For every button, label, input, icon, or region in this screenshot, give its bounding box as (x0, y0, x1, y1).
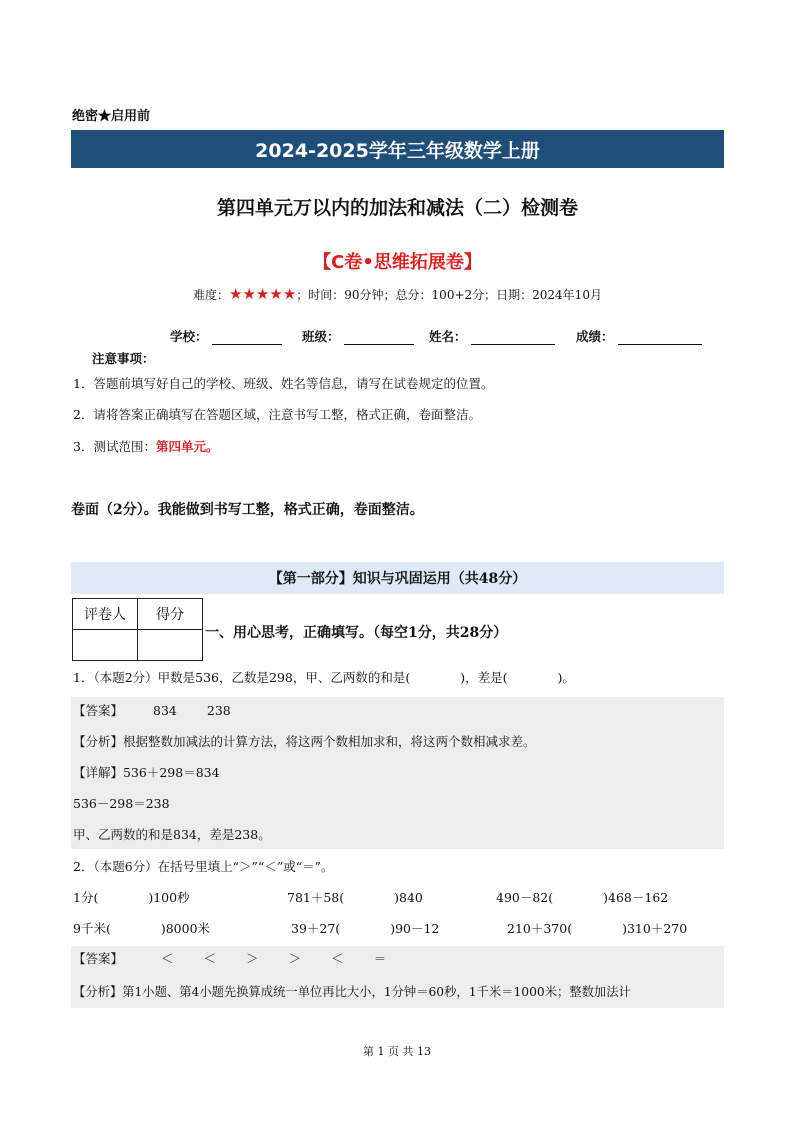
q2-row-2-item-2: 39＋27( )90－12 (291, 921, 440, 936)
name-blank[interactable] (471, 330, 555, 345)
question-1: 1．（本题2分）甲数是536，乙数是298，甲、乙两数的和是( )，差是( )。 (73, 670, 575, 685)
exam-subtitle: 【C卷•思维拓展卷】 (313, 252, 482, 273)
q1-analysis: 【分析】根据整数加减法的计算方法，将这两个数相加求和，将这两个数相减求差。 (73, 734, 536, 749)
q2-answer-2: ＜ (203, 951, 217, 966)
confidential-mark: 绝密★启用前 (72, 109, 151, 124)
class-field[interactable] (302, 327, 429, 345)
exam-meta (71, 285, 724, 303)
answer-label: 【答案】 (73, 703, 124, 718)
difficulty-stars-icon: ★★★★★ (229, 285, 297, 303)
question-2: 2．（本题6分）在括号里填上“＞”“＜”或“＝”。 (73, 859, 334, 874)
q2-answer-1: ＜ (161, 951, 174, 966)
notice-item-1: 1．答题前填写好自己的学校、班级、姓名等信息，请写在试卷规定的位置。 (73, 376, 494, 391)
notice-item-2: 2．请将答案正确填写在答题区域，注意书写工整，格式正确，卷面整洁。 (73, 407, 481, 422)
exam-meta-details: ；时间：90分钟；总分：100+2分；日期：2024年10月 (296, 288, 602, 302)
name-label: 姓名： (429, 329, 467, 344)
q1-answer (73, 701, 231, 719)
exam-title: 第四单元万以内的加法和减法（二）检测卷 (216, 197, 578, 219)
q2-row-1-item-1: 1分( )100秒 (73, 890, 190, 905)
score-table (72, 598, 203, 661)
name-field[interactable] (429, 327, 576, 345)
score-field[interactable] (576, 327, 702, 345)
q2-row-2-item-3: 210＋370( )310＋270 (507, 921, 688, 936)
q1-answer-2: 238 (206, 703, 231, 718)
q2-answer-4: ＞ (288, 951, 302, 966)
answer-label: 【答案】 (73, 951, 124, 966)
school-label: 学校： (170, 329, 208, 344)
q2-answer-6: ＝ (373, 951, 387, 966)
grader-header: 评卷人 (73, 599, 138, 630)
class-label: 班级： (302, 329, 340, 344)
notice-item-3 (73, 437, 218, 455)
page-footer: 第 1 页 共 13 (363, 1045, 431, 1058)
score-header: 得分 (138, 599, 203, 630)
section1-title: 一、用心思考，正确填写。（每空1分，共28分） (205, 625, 508, 641)
q1-detail: 【详解】536＋298＝834 (73, 765, 220, 780)
q2-answer-5: ＜ (331, 951, 344, 966)
student-info-row (170, 327, 730, 345)
grader-cell[interactable] (73, 630, 138, 661)
notice-title: 注意事项： (92, 351, 155, 366)
score-cell[interactable] (138, 630, 203, 661)
q2-analysis: 【分析】第1小题、第4小题先换算成统一单位再比大小，1分钟＝60秒，1千米＝1000米；整数加法计 (73, 985, 631, 999)
q1-conclusion: 甲、乙两数的和是834，差是238。 (73, 827, 271, 842)
score-label: 成绩： (576, 329, 614, 344)
exam-banner: 2024-2025学年三年级数学上册 (71, 130, 724, 168)
q2-row-1-item-2: 781＋58( )840 (287, 890, 423, 905)
q1-answer-1: 834 (153, 703, 177, 718)
school-field[interactable] (170, 327, 302, 345)
difficulty-label: 难度： (193, 288, 230, 302)
school-blank[interactable] (212, 330, 282, 345)
score-blank[interactable] (618, 330, 702, 345)
test-scope: 第四单元。 (155, 439, 219, 454)
q2-answer-3: ＞ (246, 951, 259, 966)
class-blank[interactable] (344, 330, 414, 345)
notice-item-3-label: 3．测试范围： (73, 439, 156, 454)
q2-answer (73, 949, 386, 967)
q1-detail-2: 536－298＝238 (73, 796, 170, 811)
part1-header: 【第一部分】知识与巩固运用（共48分） (71, 562, 724, 594)
q2-row-1-item-3: 490－82( )468－162 (496, 890, 669, 905)
neatness-statement: 卷面（2分）。我能做到书写工整，格式正确，卷面整洁。 (71, 502, 424, 518)
q2-row-2-item-1: 9千米( )8000米 (73, 921, 211, 936)
